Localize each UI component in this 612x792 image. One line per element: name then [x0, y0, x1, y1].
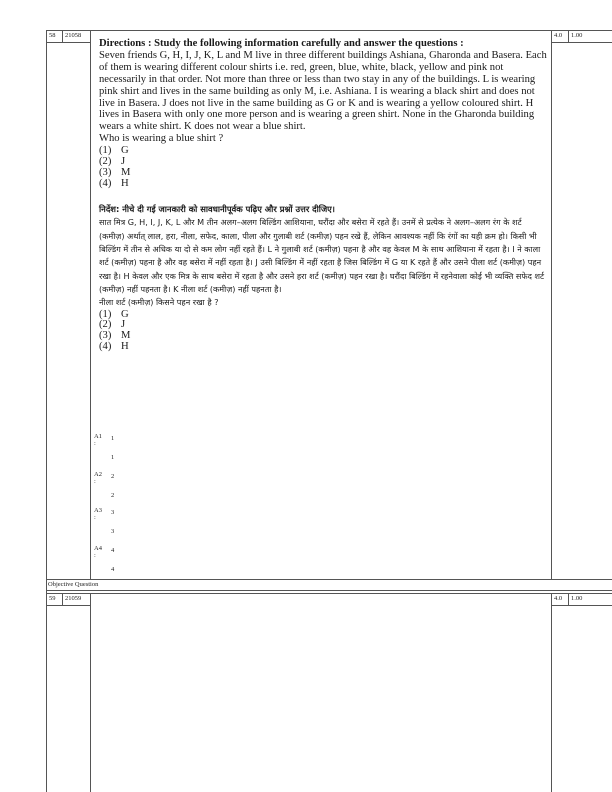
alternative-label: A3: [94, 507, 102, 514]
alternative-subvalue: 4: [111, 566, 115, 573]
alternative-value: 2: [111, 473, 115, 480]
hindi-directions: [99, 203, 547, 297]
hindi-directions-title: निर्देश: नीचे दी गई जानकारी को सावधानीपूर्वक पढ़िए और प्रश्नों उत्तर दीजिए।: [99, 203, 335, 214]
directions-title: Directions : Study the following information carefully and answer the questions :: [99, 38, 464, 49]
hindi-option-4: (4) H: [99, 341, 129, 353]
marks-header-bottom: [551, 42, 612, 43]
alternative-colon: :: [94, 478, 96, 485]
next-question-id: 21059: [65, 595, 82, 602]
options-list: [99, 146, 547, 190]
alternative-subvalue: 3: [111, 528, 115, 535]
alternative-label: A1: [94, 433, 102, 440]
hindi-option-2: (2) J: [99, 319, 126, 331]
row-58-bottom: [46, 579, 612, 580]
marks-column-divider: [568, 30, 569, 42]
next-question-negative-marks: 1.00: [571, 595, 583, 602]
hindi-options-list: [99, 310, 547, 354]
question-serial: 58: [49, 32, 56, 39]
row59-marks-divider: [568, 593, 569, 605]
alternative-label: A2: [94, 471, 102, 478]
alternative-colon: :: [94, 552, 96, 559]
row59-serial-divider: [62, 593, 63, 605]
option-2: (2) J: [99, 156, 126, 168]
serial-column-divider: [62, 30, 63, 42]
directions-body: Seven friends G, H, I, J, K, L and M live in three different buildings Ashiana, Gharonda and Basera. Each of them is wearing different colour shirts i.e. red, green, blue, white, black, yellow and pink not necessarily in that order. Not more than three or less than two stay in any of the buildings. L is wearing pink shirt and lives in the same building as only M, i.e. Ashiana. I is wearing a black shirt and does not live in Basera. J does not live in the same building as G or K and is wearing a yellow coloured shirt. H lives in Basera with only one more person and is wearing a green shirt. None in the Gharonda building wears a white shirt. K does not wear a blue shirt.: [99, 49, 547, 133]
alternative-colon: :: [94, 514, 96, 521]
alternative-subvalue: 2: [111, 492, 115, 499]
question-id: 21058: [65, 32, 82, 39]
content-column-right: [551, 30, 552, 579]
question-content: [99, 38, 547, 353]
question-marks: 4.0: [554, 32, 563, 39]
question-text: Who is wearing a blue shirt ?: [99, 133, 224, 145]
alternative-colon: :: [94, 440, 96, 447]
row-58-header-bottom: [46, 42, 90, 43]
question-type: Objective Question: [48, 581, 99, 588]
row59-marks-bottom: [551, 605, 612, 606]
alternative-value: 1: [111, 435, 115, 442]
alternative-subvalue: 1: [111, 454, 115, 461]
row-59-header-bottom: [46, 605, 90, 606]
table-left-border: [46, 30, 47, 792]
table-top-border: [46, 30, 612, 31]
alternative-label: A4: [94, 545, 102, 552]
option-1: (1) G: [99, 145, 129, 157]
alternative-value: 4: [111, 547, 115, 554]
id-column-divider: [90, 30, 91, 579]
hindi-option-1: (1) G: [99, 308, 129, 320]
option-4: (4) H: [99, 177, 129, 189]
type-row-bottom: [46, 590, 612, 591]
row59-content-right: [551, 593, 552, 792]
option-3: (3) M: [99, 166, 131, 178]
next-question-marks: 4.0: [554, 595, 563, 602]
row59-id-divider: [90, 593, 91, 792]
row-59-header-top: [46, 593, 612, 594]
hindi-option-3: (3) M: [99, 330, 131, 342]
alternative-value: 3: [111, 509, 115, 516]
hindi-directions-body: सात मित्र G, H, I, J, K, L और M तीन अलग–अलग बिल्डिंग आशियाना, घरौंदा और बसेरा में रहते हैं। उनमें से प्रत्येक ने अलग–अलग रंग के शर्ट (कमीज़) अर्थात् लाल, हरा, नीला, सफेद, काला, पीला और गुलाबी शर्ट (कमीज़) पहन रखे हैं, लेकिन आवश्यक नहीं कि रंगों का यही क्रम हो। किसी भी बिल्डिंग में तीन से अधिक या दो से कम लोग नहीं रहते हैं। L ने गुलाबी शर्ट (कमीज़) पहना है और वह केवल M के साथ आशियाना में रहता है। I ने काला शर्ट (कमीज़) पहना है और वह बसेरा में नहीं रहता है। J उसी बिल्डिंग में नहीं रहता है जिस बिल्डिंग में G या K रहते हैं और उसने पीला शर्ट (कमीज़) पहन रखा है। H केवल और एक मित्र के साथ बसेरा में रहता है और उसने हरा शर्ट (कमीज़) पहन रखा है। घरौंदा बिल्डिंग में रहनेवाला कोई भी व्यक्ति सफेद शर्ट (कमीज़) नहीं पहनता है। K नीला शर्ट (कमीज़) नहीं पहनता है।: [99, 217, 545, 295]
next-question-serial: 59: [49, 595, 56, 602]
question-negative-marks: 1.00: [571, 32, 583, 39]
hindi-question-text: नीला शर्ट (कमीज़) किसने पहन रखा है ?: [99, 296, 219, 307]
